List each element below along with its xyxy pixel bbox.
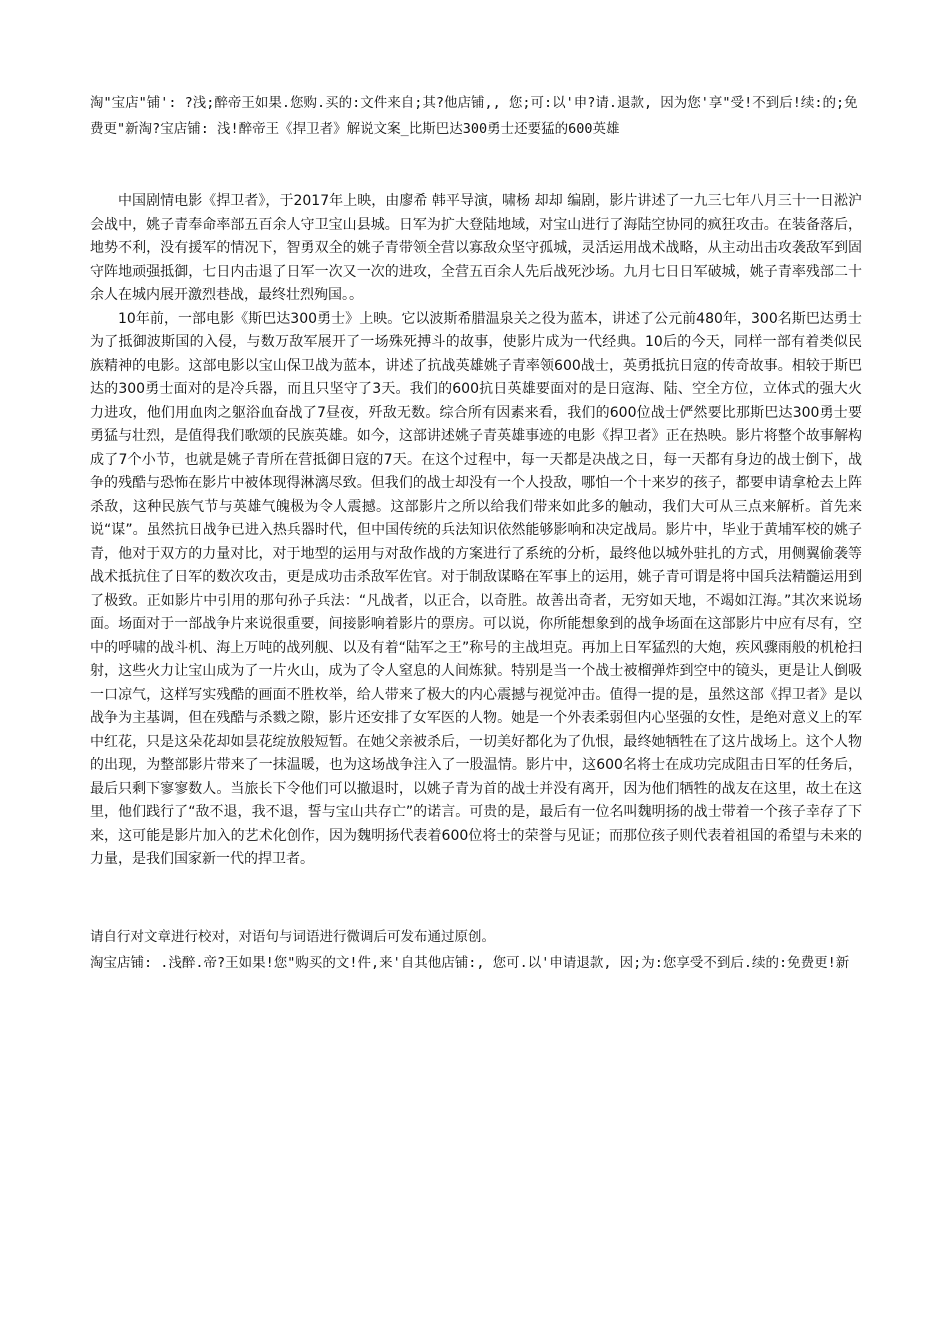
footer-watermark-text: 淘宝店铺: .浅醉.帝?王如果!您"购买的文!件,来'自其他店铺:, 您可.以'申请退款, 因;为:您享受不到后.续的:免费更!新 <box>90 954 850 971</box>
article-body <box>90 190 862 872</box>
article-paragraph-2: 10年前，一部电影《斯巴达300勇士》上映。它以波斯希腊温泉关之役为蓝本，讲述了公元前480年，300名斯巴达勇士为了抵御波斯国的入侵，与数万敌军展开了一场殊死搏斗的故事，使影片成为一代经典。10后的今天，同样一部有着类似民族精神的电影。这部电影以宝山保卫战为蓝本，讲述了抗战英雄姚子青率领600战士，英勇抵抗日寇的传奇故事。相较于斯巴达的300勇士面对的是冷兵器，而且只坚守了3天。我们的600抗日英雄要面对的是日寇海、陆、空全方位，立体式的强大火力进攻，他们用血肉之躯浴血奋战了7昼夜，歼敌无数。综合所有因素来看，我们的600位战士俨然要比那斯巴达300勇士要勇猛与壮烈，是值得我们歌颂的民族英雄。如今，这部讲述姚子青英雄事迹的电影《捍卫者》正在热映。影片将整个故事解构成了7个小节，也就是姚子青所在营抵御日寇的7天。在这个过程中，每一天都是决战之日，每一天都有身边的战士倒下，战争的残酷与恐怖在影片中被体现得淋漓尽致。但我们的战士却没有一个人投敌，哪怕一个十来岁的孩子，都要申请拿枪去上阵杀敌，这种民族气节与英雄气魄极为令人震撼。这部影片之所以给我们带来如此多的触动，我们大可从三点来解析。首先来说“谋”。虽然抗日战争已进入热兵器时代，但中国传统的兵法知识依然能够影响和决定战局。影片中，毕业于黄埔军校的姚子青，他对于双方的力量对比，对于地型的运用与对敌作战的方案进行了系统的分析，最终他以城外驻扎的方式，用侧翼偷袭等战术抵抗住了日军的数次攻击，更是成功击杀敌军佐官。对于制敌谋略在军事上的运用，姚子青可谓是将中国兵法精髓运用到了极致。正如影片中引用的那句孙子兵法：“凡战者，以正合，以奇胜。故善出奇者，无穷如天地，不竭如江海。”其次来说场面。场面对于一部战争片来说很重要，间接影响着影片的票房。可以说，你所能想象到的战争场面在这部影片中应有尽有，空中的呼啸的战斗机、海上万吨的战列舰、以及有着“陆军之王”称号的主战坦克。再加上日军猛烈的大炮，疾风骤雨般的机枪扫射，这些火力让宝山成为了一片火山，成为了令人窒息的人间炼狱。特别是当一个战士被榴弹炸到空中的镜头，更是让人倒吸一口凉气，这样写实残酷的画面不胜枚举，给人带来了极大的内心震撼与视觉冲击。值得一提的是，虽然这部《捍卫者》是以战争为主基调，但在残酷与杀戮之隙，影片还安排了女军医的人物。她是一个外表柔弱但内心坚强的女性，是绝对意义上的军中红花，只是这朵花却如昙花绽放般短暂。在她父亲被杀后，一切美好都化为了仇恨，最终她牺牲在了这片战场上。这个人物的出现，为整部影片带来了一抹温暖，也为这场战争注入了一股温情。影片中，这600名将士在成功完成阻击日军的任务后，最后只剩下寥寥数人。当旅长下令他们可以撤退时，以姚子青为首的战士并没有离开，因为他们牺牲的战友在这里，故土在这里，他们践行了“敌不退，我不退，誓与宝山共存亡”的诺言。可贵的是，最后有一位名叫魏明扬的战士带着一个孩子幸存了下来，这可能是影片加入的艺术化创作，因为魏明扬代表着600位将士的荣誉与见证；而那位孩子则代表着祖国的希望与未来的力量，是我们国家新一代的捍卫者。 <box>90 310 862 867</box>
footer <box>90 924 862 976</box>
footer-note: 请自行对文章进行校对，对语句与词语进行微调后可发布通过原创。 <box>90 928 495 945</box>
header-watermark-text: 淘"宝店"铺': ?浅;醉帝王如果.您购.买的:文件来自;其?他店铺,, 您;可:以'申?请.退款, 因为您'享"受!不到后!续:的;免费更"新淘?宝店铺: 浅!醉帝王《捍卫者》解说文案_比斯巴达300勇士还要猛的600英雄 <box>90 95 858 137</box>
article-paragraph-1: 中国剧情电影《捍卫者》，于2017年上映，由廖希 韩平导演，啸杨 却却 编剧，影片讲述了一九三七年八月三十一日淞沪会战中，姚子青奉命率部五百余人守卫宝山县城。日军为扩大登陆地域，对宝山进行了海陆空协同的疯狂攻击。在装备落后，地势不利，没有援军的情况下，智勇双全的姚子青带领全营以寡敌众坚守孤城，灵活运用战术战略，从主动出击攻袭敌军到固守阵地顽强抵御，七日内击退了日军一次又一次的进攻，全营五百余人先后战死沙场。九月七日日军破城，姚子青率残部二十余人在城内展开激烈巷战，最终壮烈殉国。。 <box>90 193 862 303</box>
document-page <box>90 90 862 976</box>
